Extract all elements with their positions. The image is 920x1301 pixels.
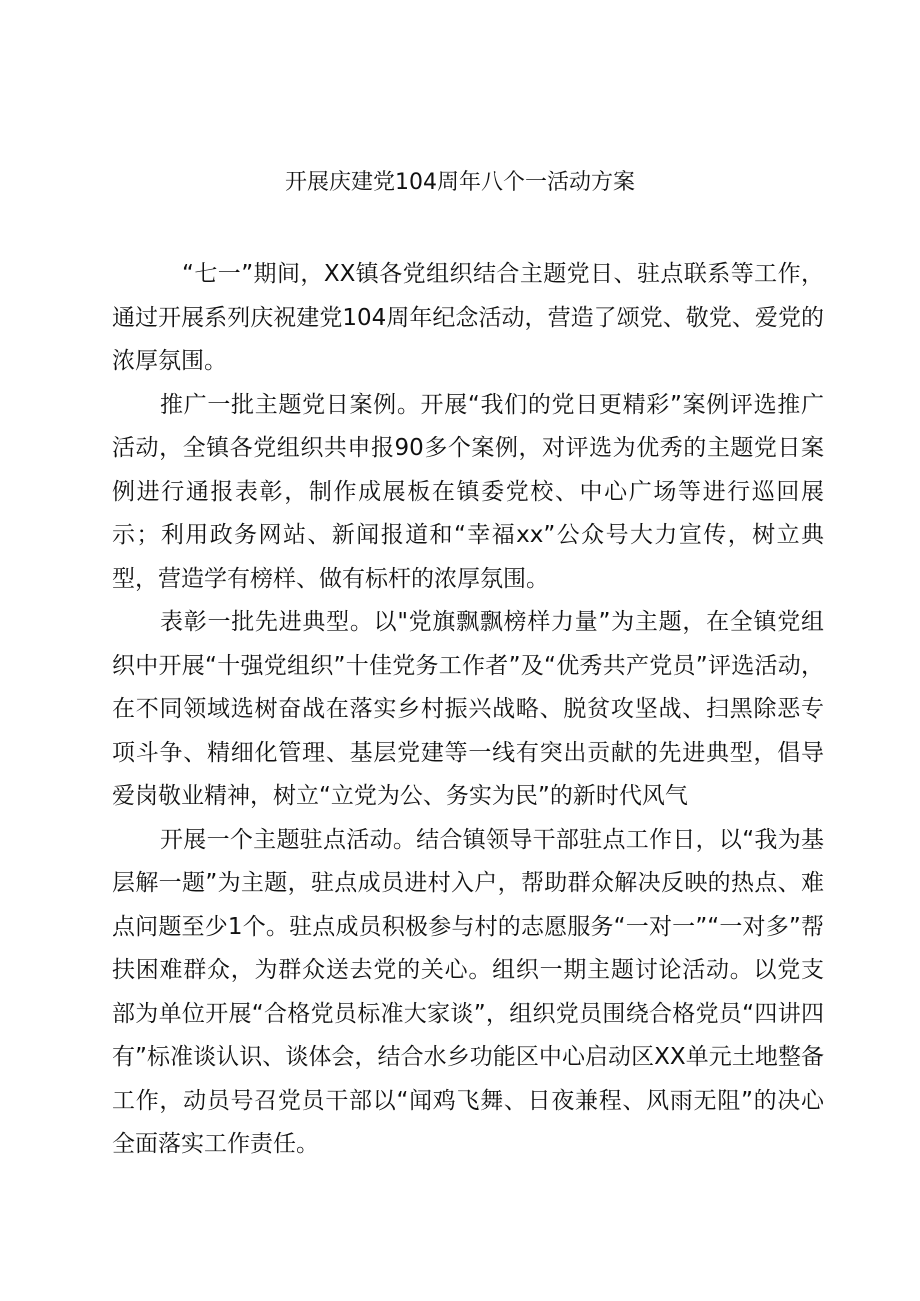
paragraph-station-activity: 开展一个主题驻点活动。结合镇领导干部驻点工作日，以“我为基层解一题”为主题，驻点成员进村入户，帮助群众解决反映的热点、难点问题至少1个。驻点成员积极参与村的志愿服务“一对一”“一对多”帮扶困难群众，为群众送去党的关心。组织一期主题讨论活动。以党支部为单位开展“合格党员标准大家谈”，组织党员围绕合格党员“四讲四有”标准谈认识、谈体会，结合水乡功能区中心启动区XX单元土地整备工作，动员号召党员干部以“闻鸡飞舞、日夜兼程、风雨无阻”的决心全面落实工作责任。: [112, 826, 824, 1157]
paragraph-intro: “七一”期间，XX镇各党组织结合主题党日、驻点联系等工作，通过开展系列庆祝建党104周年纪念活动，营造了颂党、敬党、爱党的浓厚氛围。: [112, 261, 824, 374]
document-body: [112, 253, 824, 1167]
document-title: 开展庆建党104周年八个一活动方案: [285, 170, 635, 195]
paragraph-advanced-models: 表彰一批先进典型。以"党旗飘飘榜样力量”为主题，在全镇党组织中开展“十强党组织”十佳党务工作者”及“优秀共产党员”评选活动，在不同领域选树奋战在落实乡村振兴战略、脱贫攻坚战、扫黑除恶专项斗争、精细化管理、基层党建等一线有突出贡献的先进典型，倡导爱岗敬业精神，树立“立党为公、务实为民”的新时代风气: [112, 609, 824, 809]
paragraph-theme-day-cases: 推广一批主题党日案例。开展“我们的党日更精彩”案例评选推广活动，全镇各党组织共申报90多个案例，对评选为优秀的主题党日案例进行通报表彰，制作成展板在镇委党校、中心广场等进行巡回展示；利用政务网站、新闻报道和“幸福xx”公众号大力宣传，树立典型，营造学有榜样、做有标杆的浓厚氛围。: [112, 391, 824, 592]
